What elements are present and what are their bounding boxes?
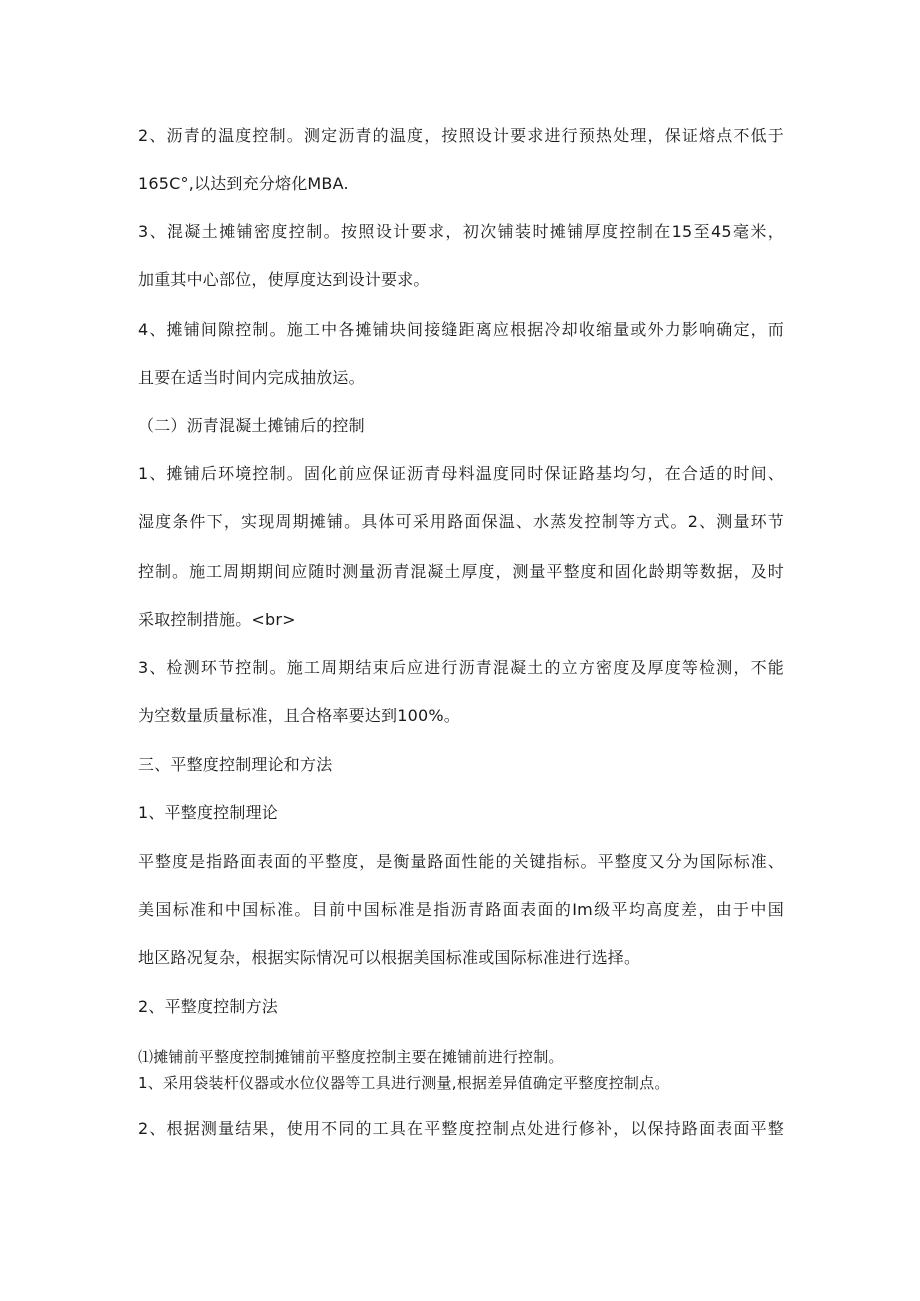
paragraph-line: 3、检测环节控制。施工周期结束后应进行沥青混凝土的立方密度及厚度等检测，不能: [138, 658, 784, 677]
paragraph-line: 4、摊铺间隙控制。施工中各摊铺块间接缝距离应根据冷却收缩量或外力影响确定，而: [138, 320, 784, 339]
paragraph-line: 165C°,以达到充分熔化MBA.: [138, 174, 349, 193]
paragraph-line: 2、沥青的温度控制。测定沥青的温度，按照设计要求进行预热处理，保证熔点不低于: [138, 126, 784, 145]
paragraph-line: 地区路况复杂，根据实际情况可以根据美国标准或国际标准进行选择。: [138, 948, 641, 967]
paragraph-line: 采取控制措施。<br>: [138, 610, 296, 629]
paragraph-line: 1、采用袋装杆仪器或水位仪器等工具进行测量,根据差异值确定平整度控制点。: [138, 1074, 670, 1092]
paragraph-line: 平整度是指路面表面的平整度，是衡量路面性能的关键指标。平整度又分为国际标准、: [138, 852, 784, 871]
paragraph-line: 控制。施工周期期间应随时测量沥青混凝土厚度，测量平整度和固化龄期等数据，及时: [138, 562, 784, 581]
section-heading: （二）沥青混凝土摊铺后的控制: [138, 416, 365, 435]
paragraph-line: 为空数量质量标准，且合格率要达到100%。: [138, 706, 460, 725]
paragraph-line: 湿度条件下，实现周期摊铺。具体可采用路面保温、水蒸发控制等方式。2、测量环节: [138, 512, 784, 531]
subsection-heading: 2、平整度控制方法: [138, 997, 278, 1016]
paragraph-line: 3、混凝土摊铺密度控制。按照设计要求，初次铺装时摊铺厚度控制在15至45毫米，: [138, 222, 784, 241]
paragraph-line: ⑴摊铺前平整度控制摊铺前平整度控制主要在摊铺前进行控制。: [138, 1048, 564, 1066]
paragraph-line: 加重其中心部位，使厚度达到设计要求。: [138, 270, 430, 289]
paragraph-line: 2、根据测量结果，使用不同的工具在平整度控制点处进行修补，以保持路面表面平整: [138, 1119, 784, 1138]
subsection-heading: 1、平整度控制理论: [138, 803, 278, 822]
paragraph-line: 且要在适当时间内完成抽放运。: [138, 368, 365, 387]
section-heading: 三、平整度控制理论和方法: [138, 755, 333, 774]
paragraph-line: 美国标准和中国标准。目前中国标准是指沥青路面表面的Im级平均高度差，由于中国: [138, 900, 784, 919]
paragraph-line: 1、摊铺后环境控制。固化前应保证沥青母料温度同时保证路基均匀，在合适的时间、: [138, 464, 784, 483]
